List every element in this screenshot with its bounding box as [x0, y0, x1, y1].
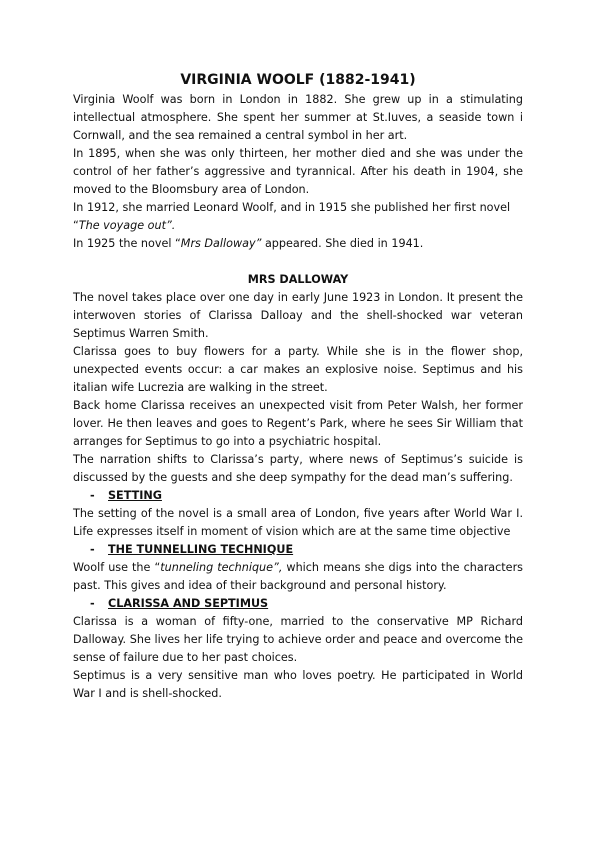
setting-paragraph: The setting of the novel is a small area of London, five years after World War I. Life expresses itself in moment of vision which are at the same time objective [73, 507, 523, 538]
bio-text: appeared. She died in 1941. [261, 237, 424, 250]
document-title: VIRGINIA WOOLF (1882-1941) [180, 72, 416, 88]
tunnelling-heading-label: THE TUNNELLING TECHNIQUE [108, 543, 294, 556]
characters-heading [73, 595, 523, 613]
tunnelling-text: which means she digs into the characters past. This gives and idea of their background and personal history. [73, 561, 523, 592]
tunnelling-text: Woolf use the “ [73, 561, 161, 574]
plot-paragraph: The novel takes place over one day in early June 1923 in London. It present the interwoven stories of Clarissa Dalloay and the shell-shocked war veteran Septimus Warren Smith. [73, 291, 523, 340]
novel-title-italic: Mrs Dalloway” [180, 237, 262, 250]
setting-heading-label: SETTING [108, 489, 162, 502]
plot-paragraph: The narration shifts to Clarissa’s party, where news of Septimus’s suicide is discussed by the guests and she deep sympathy for the dead man’s suffering. [73, 453, 523, 484]
bullet-dash: - [90, 543, 95, 556]
bullet-dash: - [90, 489, 95, 502]
tunnelling-paragraph [73, 559, 523, 595]
setting-heading [73, 487, 523, 505]
bio-text: In 1912, she married Leonard Woolf, and in 1915 she published her first novel “ [73, 201, 511, 232]
tunnelling-heading [73, 541, 523, 559]
characters-paragraph: Clarissa is a woman of fifty-one, married to the conservative MP Richard Dalloway. She lives her life trying to achieve order and peace and overcome the sense of failure due to her past choices. [73, 615, 523, 664]
bio-text: In 1925 the novel “ [73, 237, 181, 250]
bio-paragraph [73, 145, 523, 199]
characters-paragraph: Septimus is a very sensitive man who loves poetry. He participated in World War I and is shell-shocked. [73, 669, 523, 700]
document-page [73, 70, 523, 703]
section-title: MRS DALLOWAY [247, 273, 349, 286]
bio-paragraph [73, 91, 523, 145]
bio-text: In 1895, when she was only thirteen, her mother died and she was under the control of her father’s aggressive and tyrannical. After his death in 1904, she moved to the Bloomsbury area of London. [73, 147, 523, 196]
characters-heading-label: CLARISSA AND SEPTIMUS [108, 597, 269, 610]
bio-paragraph [73, 235, 523, 253]
novel-title-italic: The voyage out”. [78, 219, 176, 232]
plot-paragraph: Back home Clarissa receives an unexpected visit from Peter Walsh, her former lover. He then leaves and goes to Regent’s Park, where he sees Sir William that arranges for Septimus to go into a psychiatric hospital. [73, 399, 523, 448]
technique-italic: tunneling technique”, [160, 561, 283, 574]
bullet-dash: - [90, 597, 95, 610]
paragraph-spacer [73, 253, 523, 271]
bio-paragraph [73, 199, 523, 235]
bio-text: Virginia Woolf was born in London in 1882. She grew up in a stimulating intellectual atmosphere. She spent her summer at St.Iuves, a seaside town i Cornwall, and the sea remained a central symbol in her art. [73, 93, 523, 142]
plot-paragraph: Clarissa goes to buy flowers for a party. While she is in the flower shop, unexpected events occur: a car makes an explosive noise. Septimus and his italian wife Lucrezia are walking in the street. [73, 345, 523, 394]
